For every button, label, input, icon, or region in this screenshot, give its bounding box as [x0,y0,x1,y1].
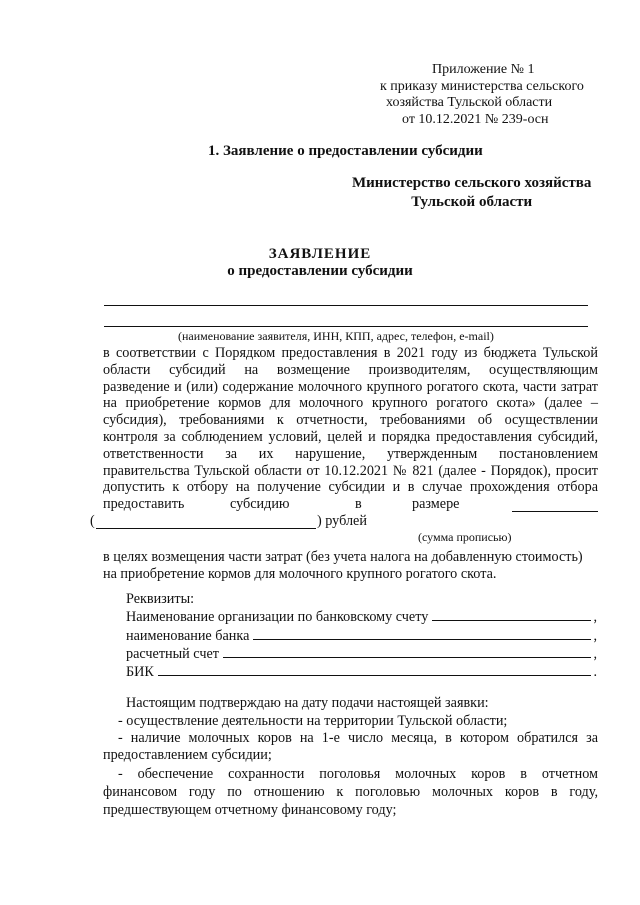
appendix-order-ref: к приказу министерства сельского [380,78,584,94]
confirm-item-3-text-2: финансовом году по отношению к поголовью молочных коров в году, [103,784,598,800]
period: . [593,664,597,681]
addressee-line-1: Министерство сельского хозяйства [352,175,592,191]
body-line: ответственности за их нарушение, утвержденным постановлением [103,445,598,462]
org-name-field[interactable] [432,620,591,621]
purpose-line: на приобретение кормов для молочного крупного рогатого скота. [103,565,497,582]
amount-caption: (сумма прописью) [418,530,512,544]
confirm-item-1: - осуществление деятельности на территории Тульской области; [118,713,508,729]
bank-name-row [126,627,597,645]
requisites-block [126,590,597,681]
comma: , [593,627,597,644]
addressee-block [352,174,591,212]
body-line: разведение и (или) содержание молочного крупного рогатого скота, части затрат [103,378,598,395]
amount-words-field[interactable] [96,528,316,529]
body-line: правительства Тульской области от 10.12.2021 № 821 (далее - Порядок), просит [103,462,598,479]
appendix-date: от 10.12.2021 № 239-осн [402,111,549,127]
amount-number-field[interactable] [512,511,598,512]
applicant-caption: (наименование заявителя, ИНН, КПП, адрес, телефон, e-mail) [178,329,494,343]
body-line: допустить к отбору на получение субсидии и в случае прохождения отбора [103,479,598,496]
confirm-item-3-line-2 [103,784,598,801]
applicant-line-1 [104,305,588,306]
requisites-heading: Реквизиты: [126,591,195,607]
appendix-block [380,62,584,128]
amount-word-4: размере [412,496,460,512]
body-line: в соответствии с Порядком предоставления в 2021 году из бюджета Тульской [103,345,598,361]
purpose-line: в целях возмещения части затрат (без учета налога на добавленную стоимость) [103,549,583,565]
confirm-item-2-line-1 [118,730,598,747]
bik-field[interactable] [158,675,592,676]
body-line: контроля за соблюдением условий, целей и порядка предоставления субсидий, [103,428,598,445]
amount-word-2: субсидию [230,496,290,512]
bik-row [126,663,597,681]
purpose-paragraph [103,549,598,583]
amount-open-paren: ( [90,513,95,529]
document-title [0,246,640,280]
addressee-line-2: Тульской области [411,194,533,210]
amount-currency: ) рублей [317,513,367,529]
section-heading: 1. Заявление о предоставлении субсидии [208,143,483,159]
bik-label: БИК [126,664,154,681]
comma: , [593,609,597,626]
confirm-item-3-text: - обеспечение сохранности поголовья молочных коров в отчетном [118,766,598,782]
amount-word-3: в [355,496,362,512]
account-field[interactable] [223,657,592,658]
bank-name-field[interactable] [253,639,591,640]
applicant-line-2 [104,326,588,327]
confirm-item-3-line-3: предшествующем отчетному финансовому году; [103,802,397,818]
confirm-item-2-line-2: предоставлением субсидии; [103,747,272,763]
confirm-item-2-text: - наличие молочных коров на 1-е число месяца, в котором обратился за [118,730,598,746]
body-line: области субсидий на возмещение производителям, осуществляющим [103,361,598,378]
request-paragraph [103,345,598,496]
body-line: субсидия), требованиями к отчетности, требованиями об осуществлении [103,412,598,429]
amount-word-1: предоставить [103,496,185,512]
confirm-item-3-line-1 [118,766,598,783]
comma: , [593,645,597,662]
org-name-label: Наименование организации по банковскому счету [126,609,429,626]
confirm-intro: Настоящим подтверждаю на дату подачи настоящей заявки: [126,695,489,711]
account-label: расчетный счет [126,645,219,662]
title-main: ЗАЯВЛЕНИЕ [268,246,372,262]
account-row [126,645,597,663]
body-line: на приобретение кормов для молочного крупного рогатого скота» (далее – [103,395,598,412]
appendix-number: Приложение № 1 [432,62,535,77]
title-sub: о предоставлении субсидии [227,263,413,279]
bank-name-label: наименование банка [126,627,250,644]
org-name-row [126,608,597,626]
appendix-ministry: хозяйства Тульской области [386,95,553,111]
